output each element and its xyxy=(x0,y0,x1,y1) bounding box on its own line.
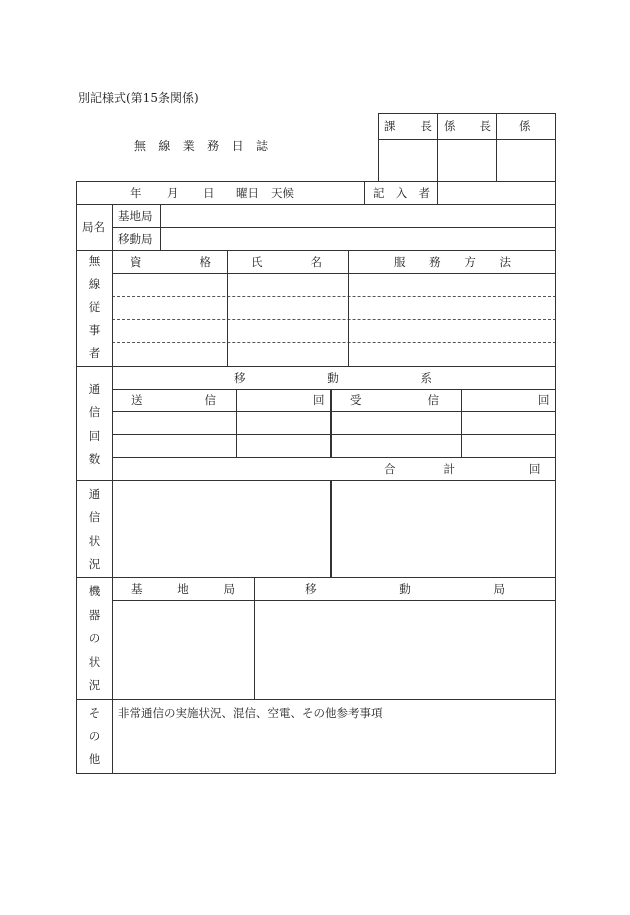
title-char: 線 xyxy=(158,139,171,153)
send-unit: 回 xyxy=(313,393,325,407)
label-char: 回 xyxy=(88,428,101,443)
header-char: 受 xyxy=(350,393,362,407)
receive-unit: 回 xyxy=(538,393,550,407)
header-char: 信 xyxy=(204,393,216,407)
recorder-label xyxy=(373,186,430,200)
title-char: 業 xyxy=(182,139,195,153)
equipment-base-header xyxy=(131,582,235,596)
header-char: 格 xyxy=(199,255,211,269)
label-char: 数 xyxy=(88,451,101,466)
total-char: 合 xyxy=(384,462,396,476)
date-day-label: 日 xyxy=(203,186,215,200)
label-char: 況 xyxy=(88,678,101,692)
approval-kakaricho-label xyxy=(444,119,491,133)
date-month-label: 月 xyxy=(167,186,179,200)
label-char: 従 xyxy=(88,300,101,314)
approval-char: 係 xyxy=(444,119,456,133)
label-char: 機 xyxy=(88,584,101,598)
approval-char: 課 xyxy=(384,119,396,133)
header-char: 移 xyxy=(305,582,317,596)
title-char: 無 xyxy=(134,139,147,153)
approval-char: 長 xyxy=(479,119,491,133)
date-weather-label: 天候 xyxy=(271,186,294,200)
operators-label xyxy=(77,254,112,360)
stamp-box-kakaricho[interactable] xyxy=(438,140,496,180)
label-char: そ xyxy=(88,706,101,720)
header-char: 氏 xyxy=(251,255,263,269)
label-char: 器 xyxy=(88,607,101,622)
header-char: 局 xyxy=(493,582,505,596)
recorder-char: 記 xyxy=(373,186,385,200)
total-label xyxy=(384,462,455,476)
equipment-mobile-header xyxy=(305,582,505,596)
title-char: 日 xyxy=(231,139,244,153)
label-char: 事 xyxy=(88,323,101,337)
status-right-field[interactable] xyxy=(332,481,555,577)
other-label xyxy=(77,706,112,766)
header-char: 動 xyxy=(327,371,339,385)
total-char: 計 xyxy=(443,462,455,476)
header-char: 局 xyxy=(223,582,235,596)
approval-char: 長 xyxy=(420,119,432,133)
header-char: 系 xyxy=(420,371,432,385)
form-caption: 別記様式(第15条関係) xyxy=(78,91,199,105)
base-station-field[interactable] xyxy=(161,205,555,227)
title-char: 務 xyxy=(207,139,220,153)
header-char: 方 xyxy=(464,255,476,269)
label-char: 信 xyxy=(88,405,101,420)
station-label: 局名 xyxy=(82,220,105,234)
date-weekday-label: 曜日 xyxy=(236,186,259,200)
traffic-label xyxy=(77,382,112,466)
approval-kakari-label: 係 xyxy=(519,119,531,133)
mobile-station-field[interactable] xyxy=(161,228,555,250)
other-entry-field[interactable] xyxy=(113,722,555,773)
label-char: 者 xyxy=(88,346,101,360)
stamp-box-kakari[interactable] xyxy=(497,140,555,180)
header-char: 送 xyxy=(131,393,143,407)
label-char: 況 xyxy=(88,556,101,571)
send-header xyxy=(131,393,216,407)
equipment-label xyxy=(77,584,112,692)
label-char: 線 xyxy=(88,277,101,291)
header-char: 名 xyxy=(310,255,322,269)
label-char: 通 xyxy=(88,382,101,396)
traffic-entry-area[interactable] xyxy=(113,412,555,457)
approval-kacho-label xyxy=(384,119,432,133)
header-char: 服 xyxy=(394,255,406,269)
header-char: 移 xyxy=(234,371,246,385)
header-char: 地 xyxy=(177,582,189,596)
label-char: 信 xyxy=(88,510,101,525)
col-method-header xyxy=(394,255,511,269)
date-year-label: 年 xyxy=(130,186,142,200)
status-label xyxy=(77,487,112,571)
label-char: 他 xyxy=(88,752,101,766)
label-char: の xyxy=(88,631,101,645)
header-char: 動 xyxy=(399,582,411,596)
total-unit: 回 xyxy=(529,462,541,476)
header-char: 基 xyxy=(131,582,143,596)
col-qualification-header xyxy=(130,255,211,269)
base-station-label: 基地局 xyxy=(118,209,153,223)
operators-entry-area[interactable] xyxy=(113,274,555,366)
col-name-header xyxy=(251,255,322,269)
equipment-base-field[interactable] xyxy=(113,601,254,699)
other-note: 非常通信の実施状況、混信、空電、その他参考事項 xyxy=(118,706,383,720)
mobile-station-label: 移動局 xyxy=(118,232,153,246)
receive-header xyxy=(350,393,439,407)
title-char: 誌 xyxy=(255,139,268,153)
status-left-field[interactable] xyxy=(113,481,330,577)
label-char: 通 xyxy=(88,487,101,501)
form-title xyxy=(134,139,268,153)
equipment-mobile-field[interactable] xyxy=(255,601,555,699)
recorder-char: 入 xyxy=(395,186,408,200)
header-char: 資 xyxy=(130,255,142,269)
recorder-char: 者 xyxy=(418,186,430,200)
header-char: 法 xyxy=(499,255,511,269)
label-char: の xyxy=(88,729,101,743)
mobile-system-header xyxy=(234,371,432,385)
label-char: 無 xyxy=(88,254,101,268)
stamp-box-kacho[interactable] xyxy=(379,140,437,180)
header-char: 務 xyxy=(429,255,441,269)
label-char: 状 xyxy=(88,533,101,548)
label-char: 状 xyxy=(88,654,101,669)
recorder-field[interactable] xyxy=(438,182,555,204)
header-char: 信 xyxy=(427,393,439,407)
